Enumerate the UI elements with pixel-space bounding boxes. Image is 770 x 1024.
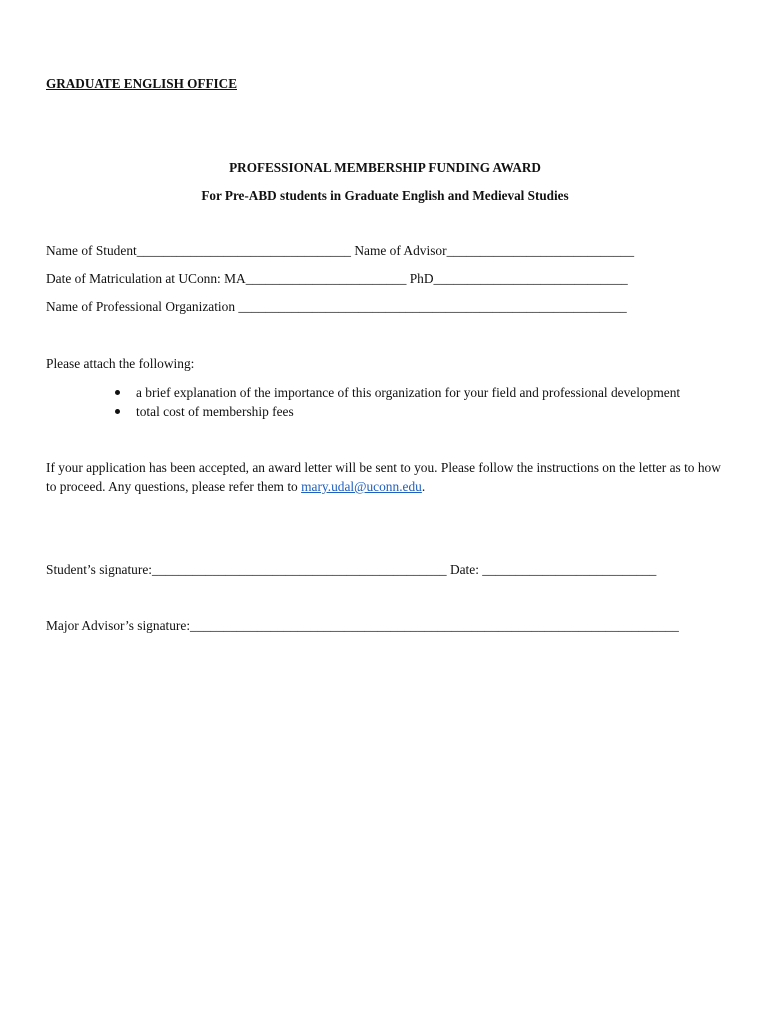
attachments-intro: Please attach the following: [46, 356, 195, 371]
list-item [112, 383, 680, 402]
advisor-signature-field[interactable]: Major Advisor’s signature:_________________________________________________________________________ [46, 618, 679, 633]
email-link[interactable]: mary.udal@uconn.edu [301, 479, 422, 494]
office-heading: GRADUATE ENGLISH OFFICE [46, 76, 237, 91]
bullet-icon [115, 409, 120, 414]
notice-end: . [421, 479, 426, 494]
form-title: PROFESSIONAL MEMBERSHIP FUNDING AWARD [229, 160, 541, 175]
list-item-text: total cost of membership fees [136, 404, 294, 419]
student-advisor-name-field[interactable]: Name of Student________________________________ Name of Advisor____________________________ [46, 243, 635, 258]
student-signature-field[interactable]: Student’s signature:____________________________________________ Date: __________________________ [46, 562, 657, 577]
notice-text: If your application has been accepted, an award letter will be sent to you. Please follow the instructions on the letter as to how to proceed. Any questions, please refer them to [46, 460, 721, 494]
list-item [112, 402, 680, 421]
list-item-text: a brief explanation of the importance of this organization for your field and professional development [136, 385, 681, 400]
attachments-list [112, 383, 680, 421]
form-subtitle: For Pre-ABD students in Graduate English and Medieval Studies [201, 188, 569, 203]
notice-paragraph [46, 458, 726, 496]
bullet-icon [115, 390, 120, 395]
organization-name-field[interactable]: Name of Professional Organization __________________________________________________________ [46, 299, 627, 314]
matriculation-date-field[interactable]: Date of Matriculation at UConn: MA________________________ PhD_____________________________ [46, 271, 628, 286]
